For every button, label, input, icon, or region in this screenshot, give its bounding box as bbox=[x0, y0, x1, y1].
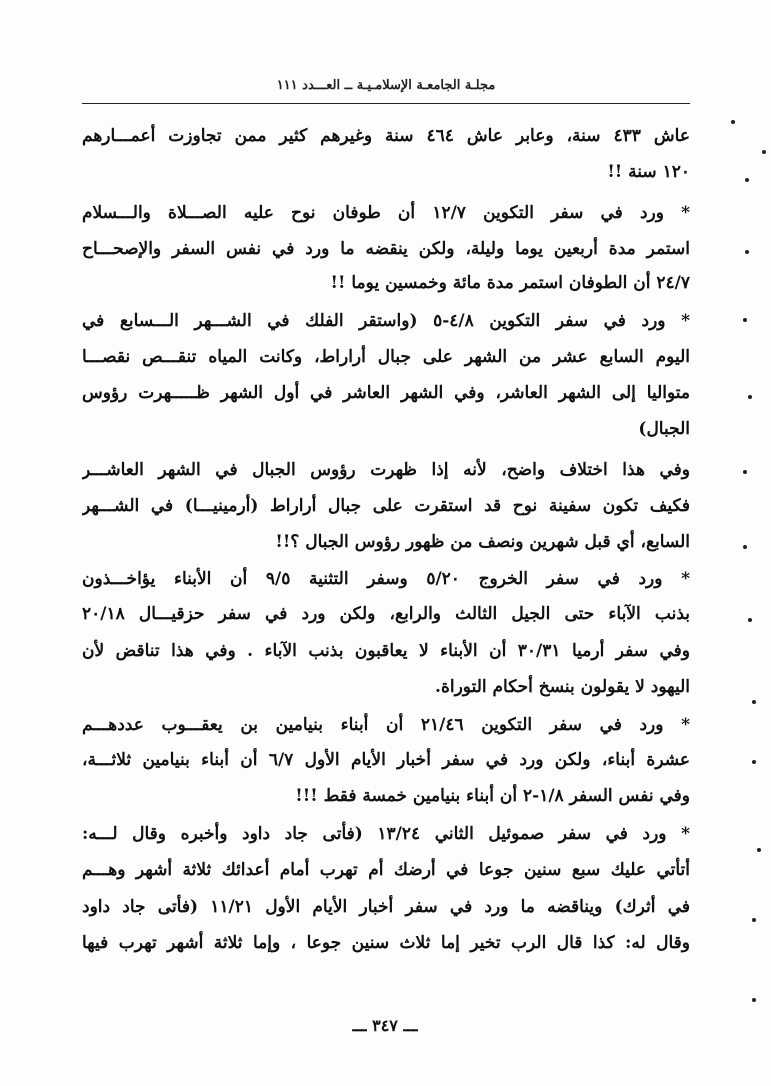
text-line: السابع، أي قبل شهرين ونصف من ظهور رؤوس الجبال ؟!! bbox=[275, 532, 690, 552]
text-line: وفي سفر أرميا ٣٠/٣١ أن الأبناء لا يعاقبون بذنب الآباء . وفي هذا تناقض لأن bbox=[82, 641, 690, 661]
scan-speck bbox=[752, 918, 756, 922]
text-line: اليوم السابع عشر من الشهر على جبال أراراط، وكانت المياه تنقـــص نقصـــا bbox=[82, 347, 690, 367]
scan-speck bbox=[752, 998, 756, 1002]
text-line: عاش ٤٣٣ سنة، وعابر عاش ٤٦٤ سنة وغيرهم كثير ممن تجاوزت أعمـــارهم bbox=[82, 126, 690, 146]
text-line: ٢٤/٧ أن الطوفان استمر مدة مائة وخمسين يوما !! bbox=[330, 273, 690, 293]
scan-speck bbox=[762, 150, 766, 154]
text-line: * ورد في سفر التكوين ١٢/٧ أن طوفان نوح عليه الصـــلاة والـــسلام bbox=[82, 203, 690, 223]
scan-speck bbox=[745, 178, 749, 182]
text-line: الجبال) bbox=[638, 419, 690, 439]
text-line: وفي نفس السفر ١/٨-٢ أن أبناء بنيامين خمسة فقط !!! bbox=[295, 786, 690, 806]
text-line: في أثرك) ويناقضه ما ورد في سفر أخبار الأيام الأول ١١/٢١ (فأتى جاد داود bbox=[82, 897, 690, 917]
scan-speck bbox=[743, 545, 747, 549]
text-line: وفي هذا اختلاف واضح، لأنه إذا ظهرت رؤوس الجبال في الشهر العاشـــر bbox=[82, 460, 690, 480]
text-line: * ورد في سفر صموئيل الثاني ١٣/٢٤ (فأتى جاد داود وأخبره وقال لـــه: bbox=[82, 824, 690, 844]
text-line: اليهود لا يقولون بنسخ أحكام التوراة. bbox=[435, 677, 690, 697]
scan-speck bbox=[743, 318, 747, 322]
scan-speck bbox=[743, 470, 747, 474]
text-line: استمر مدة أربعين يوما وليلة، ولكن ينقضه ما ورد في نفس السفر والإصحـــاح bbox=[82, 239, 690, 259]
running-header: مجلـة الجامعـة الإسلامـيـة ــ العـــدد ١١١ bbox=[276, 78, 496, 93]
header-rule bbox=[82, 103, 690, 104]
scan-speck bbox=[748, 618, 752, 622]
scan-speck bbox=[757, 848, 761, 852]
text-line: أتأتي عليك سبع سنين جوعا في أرضك أم تهرب أمام أعدائك ثلاثة أشهر وهـــم bbox=[82, 860, 690, 880]
scan-speck bbox=[752, 760, 756, 764]
text-line: ١٢٠ سنة !! bbox=[607, 162, 690, 182]
scan-speck bbox=[745, 250, 749, 254]
text-line: * ورد في سفر الخروج ٥/٢٠ وسفر التثنية ٩/٥ أن الأبناء يؤاخـــذون bbox=[82, 569, 690, 589]
text-line: متواليا إلى الشهر العاشر، وفي الشهر العاشر في أول الشهر ظـــــهرت رؤوس bbox=[82, 383, 690, 403]
text-line: عشرة أبناء، ولكن ورد في سفر أخبار الأيام الأول ٦/٧ أن أبناء بنيامين ثلاثـــة، bbox=[82, 750, 690, 770]
text-line: وقال له: كذا قال الرب تخير إما ثلاث سنين جوعا ، وإما ثلاثة أشهر تهرب فيها bbox=[82, 933, 690, 953]
page-number: ـــ ٣٤٧ ـــ bbox=[352, 1016, 418, 1035]
text-line: * ورد في سفر التكوين ٤/٨-٥ (واستقر الفلك في الشـــهر الـــسابع في bbox=[82, 311, 690, 331]
scan-speck bbox=[731, 120, 735, 124]
text-line: * ورد في سفر التكوين ٢١/٤٦ أن أبناء بنيامين بن يعقـــوب عددهـــم bbox=[82, 715, 690, 735]
text-line: بذنب الآباء حتى الجيل الثالث والرابع، ولكن ورد في سفر حزقيـــال ٢٠/١٨ bbox=[82, 604, 690, 624]
scan-speck bbox=[752, 700, 756, 704]
scan-speck bbox=[748, 395, 752, 399]
text-line: فكيف تكون سفينة نوح قد استقرت على جبال أراراط (أرمينيـــا) في الشـــهر bbox=[82, 496, 690, 516]
